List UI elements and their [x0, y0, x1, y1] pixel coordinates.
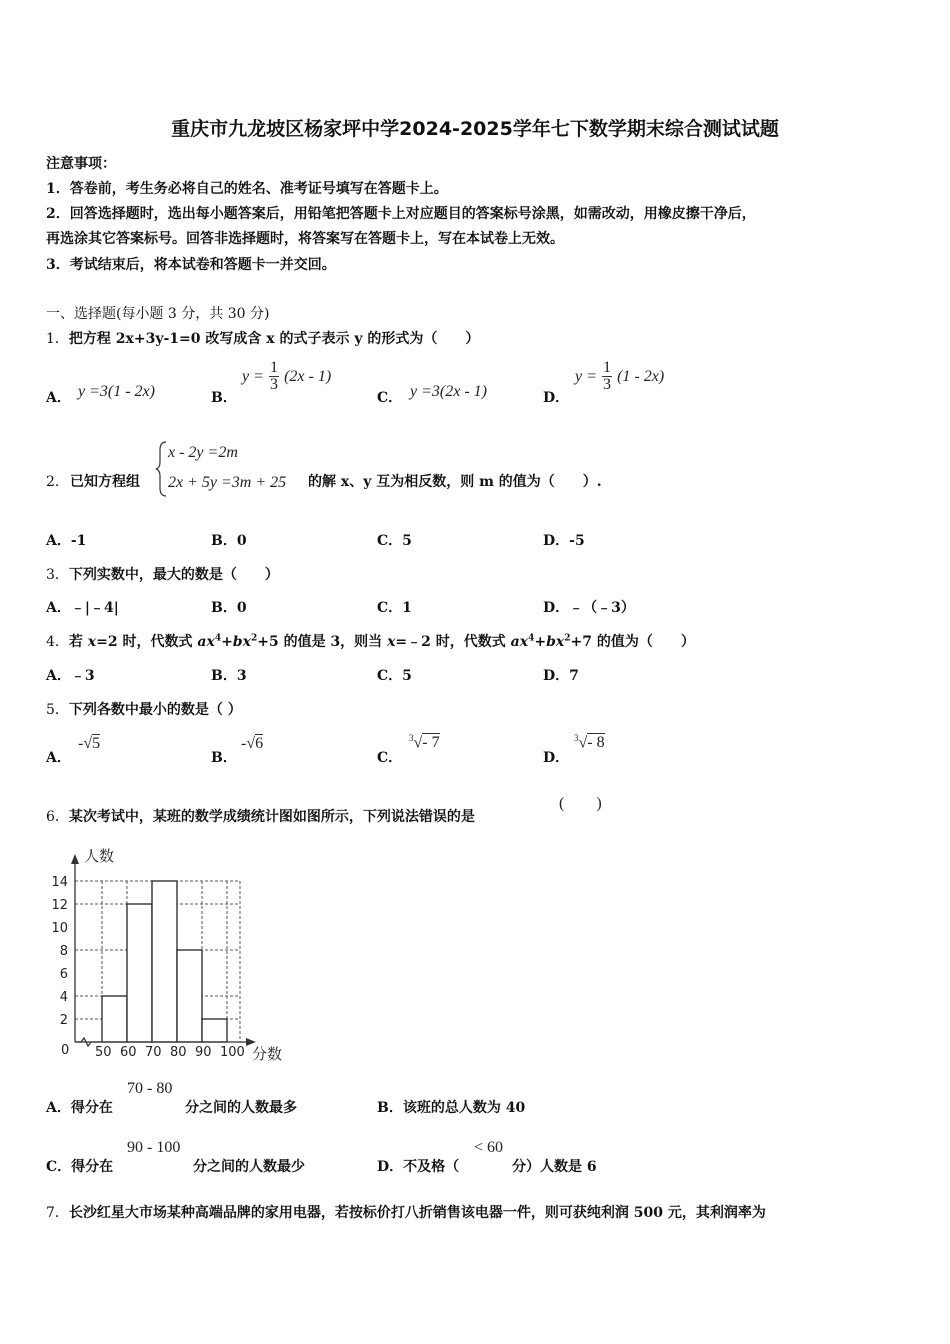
option-b	[211, 665, 247, 685]
option-d-suffix: 分）人数是 6	[512, 1159, 597, 1175]
term: +bx	[534, 634, 565, 650]
option-b	[377, 1097, 525, 1117]
y-tick-label: 6	[59, 967, 68, 982]
option-b-math	[242, 360, 331, 393]
denominator: 3	[270, 376, 278, 393]
option-value: ﹣（﹣3）	[569, 600, 635, 616]
histogram-bar-60-70	[127, 904, 152, 1042]
option-label: C．	[377, 533, 403, 549]
sqrt-symbol: √	[578, 734, 588, 752]
y-tick-label: 10	[51, 921, 68, 936]
numerator: 1	[270, 359, 278, 376]
question-2-number: 2．	[46, 474, 69, 490]
histogram-bar-70-80	[152, 881, 177, 1042]
math-prefix: y =	[575, 368, 597, 385]
term: ax	[510, 634, 529, 650]
option-value: 7	[569, 668, 579, 684]
y-tick-labels	[51, 875, 68, 1028]
histogram-bar-50-60	[102, 996, 127, 1042]
question-6-paren: ( )	[559, 795, 602, 812]
option-label: B．	[211, 668, 237, 684]
option-label-a: A．	[46, 390, 71, 406]
page-title: 重庆市九龙坡区杨家坪中学2024-2025学年七下数学期末综合测试试题	[171, 118, 779, 140]
system-brace	[155, 440, 169, 498]
option-value: 5	[402, 533, 412, 549]
question-number: 5．	[46, 702, 69, 718]
text-part: =﹣2 时，代数式	[395, 634, 511, 650]
notice-item-3: 3．考试结束后，将本试卷和答题卡一并交回。	[46, 257, 336, 273]
option-label: D．	[543, 668, 570, 684]
text-part: +5 的值是 3，则当	[257, 634, 388, 650]
option-c	[377, 597, 412, 617]
question-number: 4．	[46, 634, 69, 650]
y-tick-label: 14	[51, 875, 68, 890]
text-part: =2 时，代数式	[96, 634, 198, 650]
x-tick-label: 70	[145, 1045, 162, 1060]
option-label: A．	[46, 533, 71, 549]
option-c-math: 90 - 100	[127, 1139, 181, 1156]
option-a	[46, 530, 86, 550]
variable: x	[87, 634, 97, 650]
notice-item-2b: 再选涂其它答案标号。回答非选择题时，将答案写在答题卡上，写在本试卷上无效。	[46, 231, 564, 247]
option-text: 得分在	[71, 1159, 114, 1175]
option-b-math	[241, 735, 263, 753]
exponent: 4	[214, 633, 222, 644]
histogram-chart	[40, 842, 300, 1067]
notice-heading: 注意事项：	[46, 156, 116, 172]
x-tick-label: 60	[120, 1045, 137, 1060]
option-d-math: < 60	[474, 1139, 504, 1156]
term: ax	[197, 634, 215, 650]
option-c-suffix: 分之间的人数最少	[193, 1159, 305, 1175]
option-value: ﹣|﹣4|	[70, 600, 119, 616]
sqrt-symbol: √	[83, 735, 93, 752]
text-part: +7 的值为（ ）	[570, 634, 695, 650]
question-number: 3．	[46, 567, 69, 583]
x-tick-label: 90	[195, 1045, 212, 1060]
option-label: A．	[46, 668, 71, 684]
question-number: 6．	[46, 809, 69, 825]
option-label: B．	[377, 1100, 403, 1116]
exponent: 4	[528, 633, 535, 644]
option-d	[543, 597, 635, 617]
option-a	[46, 1097, 113, 1117]
math-suffix: (1 - 2x)	[617, 368, 665, 385]
option-value: -1	[70, 533, 87, 549]
option-d-math	[574, 733, 605, 752]
denominator: 3	[603, 376, 611, 393]
origin-label: 0	[61, 1043, 70, 1058]
y-tick-label: 12	[51, 898, 68, 913]
histogram-bar-90-100	[202, 1019, 227, 1042]
option-a	[46, 665, 95, 685]
option-a-math	[78, 735, 100, 753]
radicand: 6	[255, 735, 264, 752]
radicand: 5	[92, 735, 101, 752]
option-text: 得分在	[70, 1100, 113, 1116]
option-label-b: B．	[211, 390, 237, 406]
option-value: 5	[402, 668, 412, 684]
sqrt-symbol: √	[246, 735, 256, 752]
sign: -	[78, 735, 84, 752]
option-label: C．	[46, 1159, 72, 1175]
option-label-a: A．	[46, 750, 71, 766]
option-value: 0	[236, 600, 247, 616]
question-2-post: 的解 x、y 互为相反数，则 m 的值为（ ）.	[308, 474, 602, 490]
option-b	[211, 597, 247, 617]
question-number: 1．	[46, 331, 69, 347]
y-tick-label: 4	[59, 990, 68, 1005]
option-c	[377, 530, 412, 550]
fraction	[269, 360, 279, 393]
question-7	[46, 1202, 766, 1222]
question-text: 下列各数中最小的数是（ ）	[68, 702, 242, 718]
root-index: 3	[574, 733, 579, 743]
question-2-pre: 已知方程组	[70, 474, 140, 490]
y-axis-label: 人数	[84, 847, 115, 865]
option-d	[543, 665, 579, 685]
y-tick-label: 8	[59, 944, 68, 959]
option-a-suffix: 分之间的人数最多	[185, 1100, 297, 1116]
option-d	[377, 1156, 459, 1176]
notice-item-2a: 2．回答选择题时，选出每小题答案后，用铅笔把答题卡上对应题目的答案标号涂黑，如需改动，用橡皮擦干净后，	[46, 206, 756, 222]
question-5	[46, 699, 242, 719]
option-label-c: C．	[377, 390, 403, 406]
option-b	[211, 530, 247, 550]
option-value: -5	[569, 533, 585, 549]
question-4	[46, 631, 695, 651]
question-number: 7．	[46, 1205, 69, 1221]
option-label-d: D．	[543, 390, 570, 406]
y-tick-label: 2	[59, 1013, 68, 1028]
option-d-math	[575, 360, 664, 393]
fraction	[602, 360, 612, 393]
math-prefix: y =	[242, 368, 264, 385]
option-a-math: 70 - 80	[127, 1080, 173, 1097]
option-value: 0	[236, 533, 247, 549]
option-label: A．	[46, 1100, 71, 1116]
exponent: 2	[250, 633, 258, 644]
y-axis-arrow	[71, 854, 79, 864]
option-label-d: D．	[543, 750, 570, 766]
section-heading: 一、选择题(每小题 3 分，共 30 分)	[46, 306, 270, 322]
option-label: D．	[377, 1159, 404, 1175]
question-text: 长沙红星大市场某种高端品牌的家用电器，若按标价打八折销售该电器一件，则可获纯利润 500 元，其利润率为	[68, 1205, 766, 1221]
text-part: 若	[68, 634, 88, 650]
option-d	[543, 530, 585, 550]
root-index: 3	[409, 733, 414, 743]
option-text: 不及格（	[403, 1159, 460, 1175]
option-label: C．	[377, 600, 403, 616]
numerator: 1	[603, 359, 611, 376]
option-label: B．	[211, 600, 237, 616]
exponent: 2	[564, 633, 571, 644]
option-value: 1	[402, 600, 412, 616]
option-a-math: y =3(1 - 2x)	[78, 383, 155, 400]
system-equation-2: 2x + 5y =3m + 25	[168, 474, 287, 491]
option-label: D．	[543, 600, 570, 616]
option-c	[46, 1156, 113, 1176]
term: +bx	[221, 634, 251, 650]
option-label: A．	[46, 600, 71, 616]
question-6	[46, 806, 475, 826]
option-label: B．	[211, 533, 237, 549]
sqrt-symbol: √	[413, 734, 423, 752]
sign: -	[241, 735, 247, 752]
x-axis-label: 分数	[252, 1045, 283, 1063]
histogram-bar-80-90	[177, 950, 202, 1042]
x-tick-label: 100	[220, 1045, 245, 1060]
option-value: ﹣3	[70, 668, 95, 684]
option-value: 3	[236, 668, 247, 684]
question-text: 把方程 2x+3y-1=0 改写成含 x 的式子表示 y 的形式为（ ）	[68, 331, 480, 347]
x-tick-label: 50	[95, 1045, 112, 1060]
option-a	[46, 597, 119, 617]
notice-item-1: 1．答卷前，考生务必将自己的姓名、准考证号填写在答题卡上。	[46, 181, 448, 197]
option-text: 该班的总人数为 40	[402, 1100, 526, 1116]
x-tick-labels	[95, 1045, 245, 1060]
system-equation-1: x - 2y =2m	[168, 444, 238, 461]
option-label-c: C．	[377, 750, 403, 766]
variable: x	[387, 634, 396, 650]
math-suffix: (2x - 1)	[284, 368, 332, 385]
option-c-math: y =3(2x - 1)	[410, 383, 487, 400]
radicand: - 7	[422, 734, 440, 752]
option-c	[377, 665, 412, 685]
question-text: 下列实数中，最大的数是（ ）	[68, 567, 279, 583]
radicand: - 8	[587, 734, 605, 752]
option-label-b: B．	[211, 750, 237, 766]
question-1	[46, 328, 479, 348]
option-label: C．	[377, 668, 403, 684]
x-tick-label: 80	[170, 1045, 187, 1060]
bars	[102, 881, 227, 1042]
question-text: 某次考试中，某班的数学成绩统计图如图所示，下列说法错误的是	[68, 809, 475, 825]
option-label: D．	[543, 533, 570, 549]
question-3	[46, 564, 279, 584]
option-c-math	[409, 733, 440, 752]
